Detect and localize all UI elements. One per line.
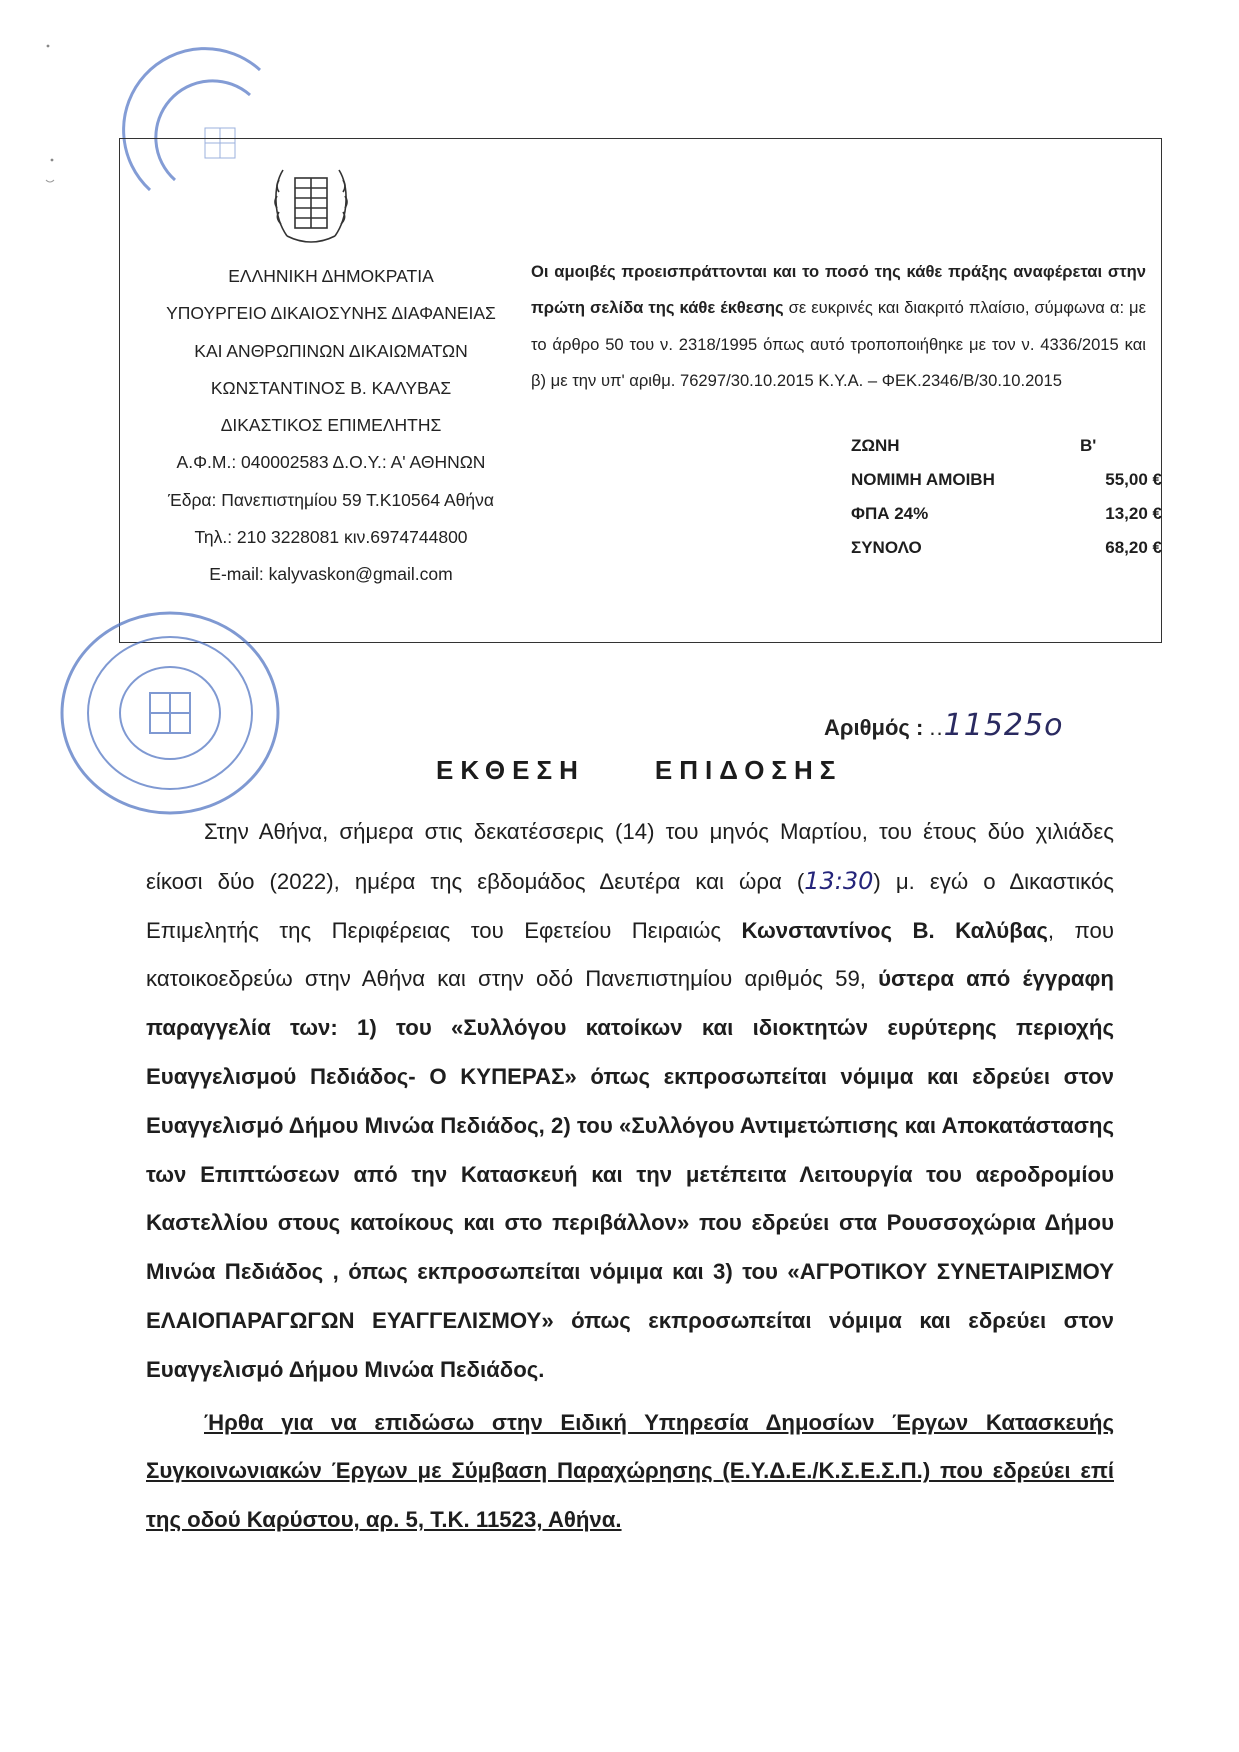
fee-value: 13,20 €: [1105, 504, 1162, 523]
title-word-2: ΕΠΙΔΟΣΗΣ: [654, 755, 843, 785]
fee-table: [851, 429, 1162, 565]
fee-value: 68,20 €: [1105, 538, 1162, 557]
bailiff-name: ΚΩΝΣΤΑΝΤΙΝΟΣ Β. ΚΑΛΥΒΑΣ: [210, 377, 452, 398]
fee-row: [851, 497, 1162, 531]
number-label: Αριθμός :: [824, 715, 924, 740]
fee-label: ΝΟΜΙΜΗ ΑΜΟΙΒΗ: [851, 470, 995, 489]
body-paragraph-1: Στην Αθήνα, σήμερα στις δεκατέσσερις (14) του μηνός Μαρτίου, του έτους δύο χιλιάδες είκοσι δύο (2022), ημέρα της εβδομάδος Δευτέρα και ώρα (13:30) μ. εγώ ο Δικαστικός Επιμελητής της Περιφέρειας του Εφετείου Πειραιώς Κωνσταντίνος Β. Καλύβας, που κατοικοεδρεύω στην Αθήνα και στην οδό Πανεπιστημίου αριθμός 59, ύστερα από έγγραφη παραγγελία των: 1) του «Συλλόγου κατοίκων και ιδιοκτητών ευρύτερης περιοχής Ευαγγελισμού Πεδιάδος- Ο ΚΥΠΕΡΑΣ» όπως εκπροσωπείται νόμιμα και εδρεύει στον Ευαγγελισμό Δήμου Μινώα Πεδιάδος, 2) του «Συλλόγου Αντιμετώπισης και Αποκατάστασης των Επιπτώσεων από την Κατασκευή και την μετέπειτα Λειτουργία του αεροδρομίου Καστελλίου στους κατοίκους και στο περιβάλλον» που εδρεύει στα Ρουσσοχώρια Δήμου Μινώα Πεδιάδος , όπως εκπροσωπείται νόμιμα και 3) του «ΑΓΡΟΤΙΚΟΥ ΣΥΝΕΤΑΙΡΙΣΜΟΥ ΕΛΑΙΟΠΑΡΑΓΩΓΩΝ ΕΥΑΓΓΕΛΙΣΜΟΥ» όπως εκπροσωπείται νόμιμα και εδρεύει στον Ευαγγελισμό Δήμου Μινώα Πεδιάδος.: [146, 819, 1115, 1382]
fee-notice: [531, 254, 1146, 399]
country-name: ΕΛΛΗΝΙΚΗ ΔΗΜΟΚΡΑΤΙΑ: [228, 266, 434, 286]
fee-label: ΦΠΑ 24%: [851, 504, 929, 523]
official-round-stamp: [30, 595, 280, 820]
margin-marks: [42, 40, 62, 190]
issuer-details: [131, 258, 531, 594]
fee-value: 55,00 €: [1105, 470, 1162, 489]
ministry-line-2: ΚΑΙ ΑΝΘΡΩΠΙΝΩΝ ΔΙΚΑΙΩΜΑΤΩΝ: [194, 340, 468, 361]
bailiff-title: ΔΙΚΑΣΤΙΚΟΣ ΕΠΙΜΕΛΗΤΗΣ: [220, 415, 442, 436]
tax-id: Α.Φ.Μ.: 040002583 Δ.Ο.Υ.: Α' ΑΘΗΝΩΝ: [176, 452, 486, 473]
fee-notice-intro: Οι αμοιβές προεισπράττονται και το ποσό της κάθε πράξης αναφέρεται στην πρώτη σελίδα της κάθε έκθεσης: [531, 262, 1146, 318]
document-body: [146, 808, 1114, 1545]
email-address: E-mail: kalyvaskon@gmail.com: [209, 564, 453, 585]
document-number: Αριθμός : ..11525ο: [824, 708, 1064, 743]
document-title: [436, 755, 842, 786]
phone-numbers: Τηλ.: 210 3228081 κιν.6974744800: [194, 527, 468, 548]
fee-value: Β': [1080, 436, 1097, 455]
fee-notice-legal-basis: σε ευκρινές και διακριτό πλαίσιο, σύμφωνα α: με το άρθρο 50 του ν. 2318/1995 όπως αυτό τροποποιήθηκε με τον ν. 4336/2015 και β) με την υπ' αριθμ. 76297/30.10.2015 Κ.Υ.Α. – ΦΕΚ.2346/Β/30.10.2015: [531, 298, 1146, 390]
handwritten-time: 13:30: [804, 866, 874, 895]
bailiff-name-inline: Κωνσταντίνος Β. Καλύβας: [741, 917, 1048, 943]
ministry-line-1: ΥΠΟΥΡΓΕΙΟ ΔΙΚΑΙΟΣΥΝΗΣ ΔΙΑΦΑΝΕΙΑΣ: [166, 303, 496, 324]
body-paragraph-2: Ήρθα για να επιδώσω στην Ειδική Υπηρεσία Δημοσίων Έργων Κατασκευής Συγκοινωνιακών Έργων με Σύμβαση Παραχώρησης (Ε.Υ.Δ.Ε./Κ.Σ.Ε.Σ.Π.) που εδρεύει επί της οδού Καρύστου, αρ. 5, Τ.Κ. 11523, Αθήνα.: [146, 1409, 1114, 1533]
fee-row: [851, 463, 1162, 497]
fee-label: ΖΩΝΗ: [851, 436, 900, 455]
title-word-1: ΕΚΘΕΣΗ: [436, 755, 585, 785]
fee-row: [851, 429, 1162, 463]
handwritten-number: 11525ο: [943, 708, 1064, 743]
greek-emblem-icon: [263, 156, 359, 252]
fee-row: [851, 531, 1162, 565]
office-address: Έδρα: Πανεπιστημίου 59 Τ.Κ10564 Αθήνα: [168, 489, 494, 510]
order-parties: ύστερα από έγγραφη παραγγελία των: 1) του «Συλλόγου κατοίκων και ιδιοκτητών ευρύτερης περιοχής Ευαγγελισμού Πεδιάδος- Ο ΚΥΠΕΡΑΣ» όπως εκπροσωπείται νόμιμα και εδρεύει στον Ευαγγελισμό Δήμου Μινώα Πεδιάδος, 2) του «Συλλόγου Αντιμετώπισης και Αποκατάστασης των Επιπτώσεων από την Κατασκευή και την μετέπειτα Λειτουργία του αεροδρομίου Καστελλίου στους κατοίκους και στο περιβάλλον» που εδρεύει στα Ρουσσοχώρια Δήμου Μινώα Πεδιάδος , όπως εκπροσωπείται νόμιμα και 3) του «ΑΓΡΟΤΙΚΟΥ ΣΥΝΕΤΑΙΡΙΣΜΟΥ ΕΛΑΙΟΠΑΡΑΓΩΓΩΝ ΕΥΑΓΓΕΛΙΣΜΟΥ» όπως εκπροσωπείται νόμιμα και εδρεύει στον Ευαγγελισμό Δήμου Μινώα Πεδιάδος.: [146, 966, 1114, 1382]
fee-label: ΣΥΝΟΛΟ: [851, 538, 922, 557]
